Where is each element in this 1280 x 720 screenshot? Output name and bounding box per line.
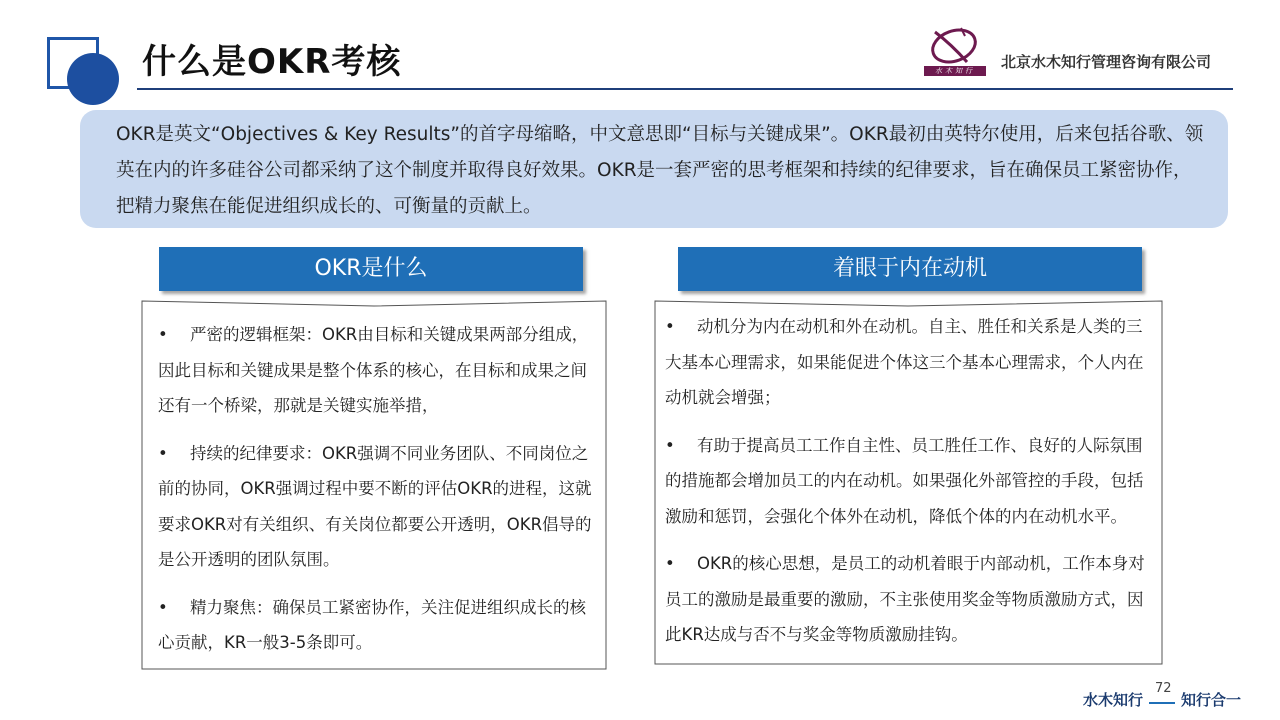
footer-brand-left: 水木知行 <box>1083 691 1144 709</box>
bullet-marker: • <box>158 325 168 344</box>
left-section-header: OKR是什么 <box>159 247 583 291</box>
list-item <box>665 546 1155 653</box>
list-item-text: 持续的纪律要求：OKR强调不同业务团队、不同岗位之前的协同，OKR强调过程中要不断的评估OKR的进程，这就要求OKR对有关组织、有关岗位都要公开透明，OKR倡导的是公开透明的团队氛围。 <box>158 443 592 569</box>
list-item <box>158 590 593 661</box>
list-item <box>158 317 593 424</box>
list-item <box>665 428 1155 535</box>
right-section-header: 着眼于内在动机 <box>678 247 1142 291</box>
intro-box <box>80 110 1228 228</box>
bullet-marker: • <box>665 317 675 336</box>
list-item <box>158 436 593 578</box>
left-bullet-list <box>158 317 593 673</box>
bullet-marker: • <box>158 597 168 617</box>
right-bullet-list <box>665 309 1155 665</box>
list-item-text: OKR的核心思想，是员工的动机着眼于内部动机，工作本身对员工的激励是最重要的激励，不主张使用奖金等物质激励方式，因此KR达成与否不与奖金等物质激励挂钩。 <box>665 554 1145 644</box>
footer-brand-right: 知行合一 <box>1181 691 1242 709</box>
page-title: 什么是OKR考核 <box>142 42 402 82</box>
header-divider <box>137 88 1233 90</box>
page-number: 72 <box>1155 681 1172 696</box>
right-content-panel <box>654 292 1163 665</box>
list-item-text: 动机分为内在动机和外在动机。自主、胜任和关系是人类的三大基本心理需求，如果能促进个体这三个基本心理需求，个人内在动机就会增强； <box>665 317 1144 407</box>
company-name: 北京水木知行管理咨询有限公司 <box>1001 53 1212 71</box>
list-item-text: 严密的逻辑框架：OKR由目标和关键成果两部分组成，因此目标和关键成果是整个体系的核心，在目标和成果之间还有一个桥梁，那就是关键实施举措， <box>158 325 589 415</box>
bullet-marker: • <box>665 554 675 573</box>
left-content-panel <box>141 292 607 670</box>
logo-label: 水木知行 <box>924 66 986 76</box>
decorative-circle <box>67 53 119 105</box>
bullet-marker: • <box>158 443 168 463</box>
list-item <box>665 309 1155 416</box>
list-item-text: 有助于提高员工工作自主性、员工胜任工作、良好的人际氛围的措施都会增加员工的内在动机。如果强化外部管控的手段，包括激励和惩罚，会强化个体外在动机，降低个体的内在动机水平。 <box>665 435 1144 526</box>
list-item-text: 精力聚焦：确保员工紧密协作，关注促进组织成长的核心贡献，KR一般3-5条即可。 <box>158 597 586 652</box>
intro-text: OKR是英文“Objectives & Key Results”的首字母缩略，中文意思即“目标与关键成果”。OKR最初由英特尔使用，后来包括谷歌、领英在内的许多硅谷公司都采纳了这个制度并取得良好效果。OKR是一套严密的思考框架和持续的纪律要求，旨在确保员工紧密协作，把精力聚焦在能促进组织成长的、可衡量的贡献上。 <box>116 124 1204 217</box>
bullet-marker: • <box>665 435 675 455</box>
